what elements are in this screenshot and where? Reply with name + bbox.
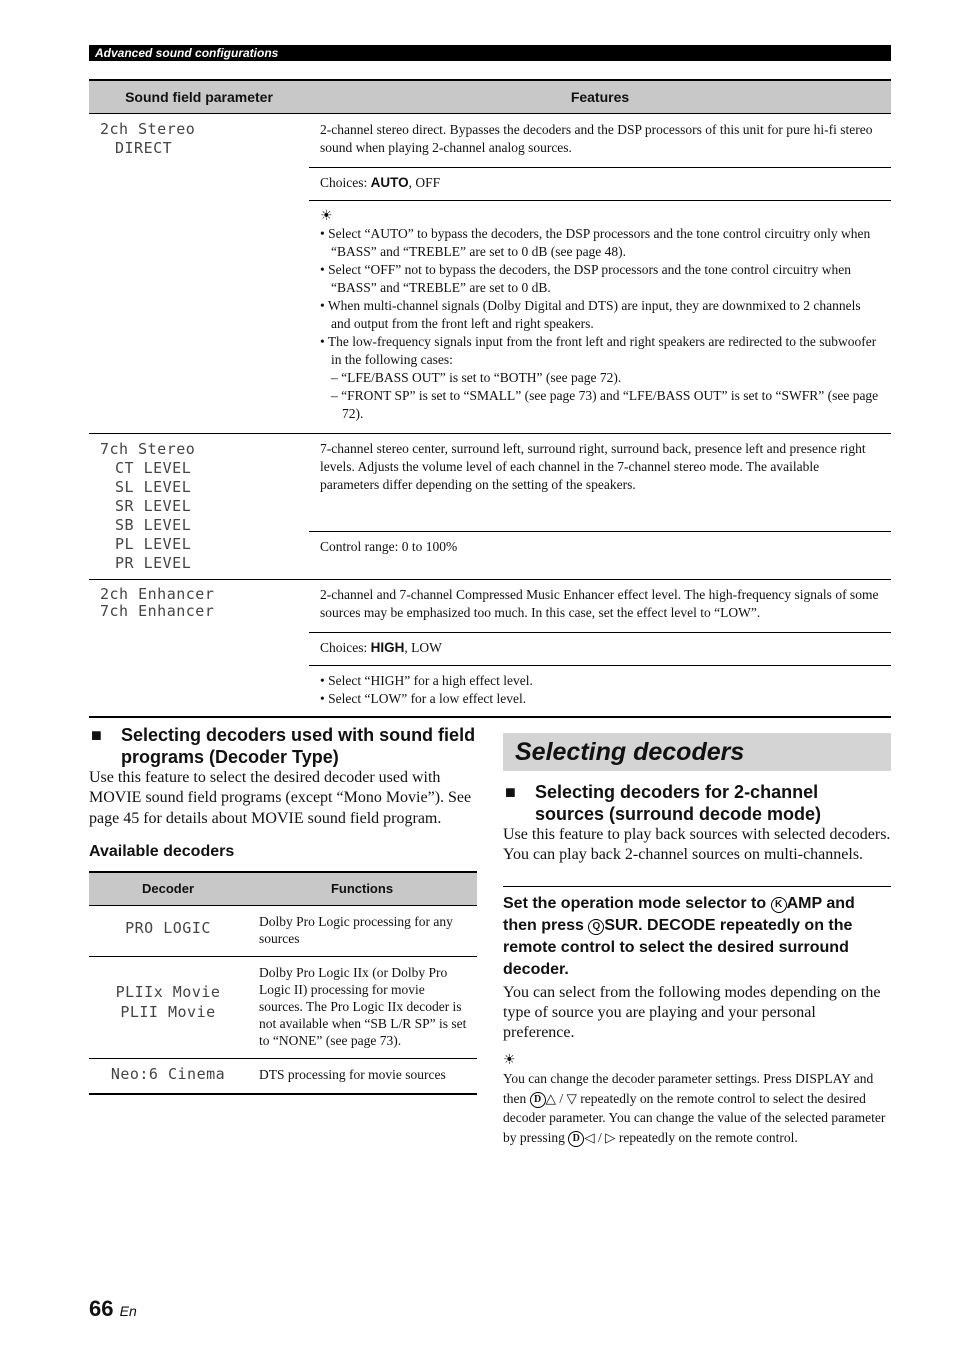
param-sub: PR LEVEL	[115, 554, 192, 572]
col-header-param: Sound field parameter	[89, 80, 309, 114]
decoder-type-heading: ■ Selecting decoders used with sound field programs (Decoder Type)	[91, 725, 476, 767]
sound-field-parameter-table: Sound field parameter Features 2ch Stereo DIRECT 2-channel stereo direct. Bypasses the decoders and the DSP processors of this unit for pure hi-fi stereo sound when playing 2-channel analog sources. Choices: AUTO, OFF ☀ • Select “AUTO” to bypass the decoders, the DSP processors and the tone control circuitry only when “BASS” and “TREBLE” are set to 0 dB (see page 48). • Select “OFF” not to bypass the decoders, the DSP processors and the tone control circuitry when “BASS” and “TREBLE” are set to 0 dB. • When multi-channel signals (Dolby Digital and DTS) are input, they are downmixed to 2 channels and output from the front left and right speakers. • The low-frequency signals input from the front left and right speakers are redirected to the subwoofer in the following cases: – “LFE/BASS OUT” is set to “BOTH” (see page 72). – “FRONT SP” is set to “SMALL” (see page 73) and “LFE/BASS OUT” is set to “SWFR” (see page 72). 7ch Stereo CT LEVEL SL LEVEL SR LEVEL SB LEVEL PL LEVEL PR LEVEL 7-channel stereo center, surround left, surround right, surround back, presence left and presence right levels. Adjusts the volume level of each channel in the 7-channel stereo mode. The available parameters differ depending on the setting of the speakers. Control range: 0 to 100% 2ch Enhancer 7ch Enhancer 2-channel and 7-channel Compressed Music Enhancer effect level. The high-frequency signals of some sources may be emphasized too much. In this case, set the effect level to “LOW”. Choices: HIGH, LOW • Select “HIGH” for a high effect level. • Select “LOW” for a low effect level.	[89, 79, 891, 718]
table-row	[89, 1058, 477, 1094]
col-header-functions: Functions	[247, 872, 477, 906]
table-row	[89, 956, 477, 1058]
available-decoders-heading: Available decoders	[89, 842, 235, 860]
param-description: 7-channel stereo center, surround left, surround right, surround back, presence left and presence right levels. Adjusts the volume level of each channel in the 7-channel stereo mode. The available parameters differ depending on the setting of the speakers.	[309, 434, 891, 532]
k-key-icon: K	[771, 897, 787, 913]
param-range: Control range: 0 to 100%	[309, 531, 891, 579]
param-sub: SL LEVEL	[115, 478, 192, 496]
decoder-type-section	[89, 724, 477, 1095]
surround-decode-body: Use this feature to play back sources with selected decoders. You can play back 2-channel sources on multi-channels.	[503, 826, 891, 864]
param-sub: SR LEVEL	[115, 497, 192, 515]
decoder-function: DTS processing for movie sources	[247, 1058, 477, 1094]
decoder-table	[89, 871, 477, 1095]
col-header-features: Features	[309, 80, 891, 114]
page-title: Selecting decoders	[503, 733, 891, 771]
page-number: 66 En	[89, 1296, 137, 1321]
param-sub: SB LEVEL	[115, 516, 192, 534]
decoder-name: Neo:6 Cinema	[89, 1058, 247, 1094]
param-choices: Choices: HIGH, LOW	[309, 633, 891, 666]
param-description: 2-channel and 7-channel Compressed Music Enhancer effect level. The high-frequency signals of some sources may be emphasized too much. In this case, set the effect level to “LOW”.	[309, 580, 891, 633]
param-notes: • Select “HIGH” for a high effect level. • Select “LOW” for a low effect level.	[320, 673, 533, 706]
instruction-step: Set the operation mode selector to K AMP and then press Q SUR. DECODE repeatedly on the remote control to select the desired surround decoder.	[503, 886, 891, 981]
param-choices: Choices: AUTO, OFF	[309, 168, 891, 201]
param-sub: DIRECT	[115, 139, 173, 157]
param-description: 2-channel stereo direct. Bypasses the decoders and the DSP processors of this unit for pure hi-fi stereo sound when playing 2-channel analog sources.	[309, 114, 891, 168]
table-row	[89, 114, 891, 168]
hint-text: You can change the decoder parameter settings. Press DISPLAY and then D △ / ▽ repeatedly on the remote control to select the desired decoder parameter. You can change the value of the selected parameter by pressing D ◁ / ▷ repeatedly on the remote control.	[503, 1071, 886, 1145]
modes-body: You can select from the following modes depending on the type of source you are playing and your personal preference.	[503, 983, 881, 1042]
param-sub: PL LEVEL	[115, 535, 192, 553]
param-name: 7ch Stereo	[100, 440, 196, 458]
q-key-icon: Q	[588, 919, 604, 935]
param-name: 2ch Enhancer	[100, 585, 215, 603]
decoder-type-body: Use this feature to select the desired decoder used with MOVIE sound field programs (except “Mono Movie”). See page 45 for details about MOVIE sound field program.	[89, 769, 472, 827]
table-row	[89, 434, 891, 532]
up-down-arrows-icon: △ / ▽	[545, 1090, 577, 1106]
table-row	[89, 905, 477, 956]
hint-icon: ☀	[320, 209, 333, 224]
d-key-icon: D	[530, 1092, 546, 1108]
decoder-name: PLIIx Movie PLII Movie	[89, 956, 247, 1058]
param-notes: • Select “AUTO” to bypass the decoders, the DSP processors and the tone control circuitry only when “BASS” and “TREBLE” are set to 0 dB (see page 48). • Select “OFF” not to bypass the decoders, the DSP processors and the tone control circuitry when “BASS” and “TREBLE” are set to 0 dB. • When multi-channel signals (Dolby Digital and DTS) are input, they are downmixed to 2 channels and output from the front left and right speakers. • The low-frequency signals input from the front left and right speakers are redirected to the subwoofer in the following cases:	[320, 226, 877, 367]
d-key-icon: D	[568, 1131, 584, 1147]
section-header: Advanced sound configurations	[89, 45, 891, 61]
selecting-decoders-section	[503, 733, 891, 1147]
param-name: 7ch Enhancer	[100, 602, 215, 620]
col-header-decoder: Decoder	[89, 872, 247, 906]
left-right-arrows-icon: ◁ / ▷	[584, 1129, 616, 1145]
hint-icon: ☀	[503, 1053, 516, 1069]
decoder-function: Dolby Pro Logic IIx (or Dolby Pro Logic II) processing for movie sources. The Pro Logic IIx decoder is not available when “SB L/R SP” is set to “NONE” (see page 73).	[247, 956, 477, 1058]
surround-decode-heading: ■ Selecting decoders for 2-channel sources (surround decode mode)	[505, 782, 822, 824]
param-name: 2ch Stereo	[100, 120, 196, 138]
param-sub: CT LEVEL	[115, 459, 192, 477]
decoder-function: Dolby Pro Logic processing for any sources	[247, 905, 477, 956]
table-row	[89, 580, 891, 633]
decoder-name: PRO LOGIC	[89, 905, 247, 956]
